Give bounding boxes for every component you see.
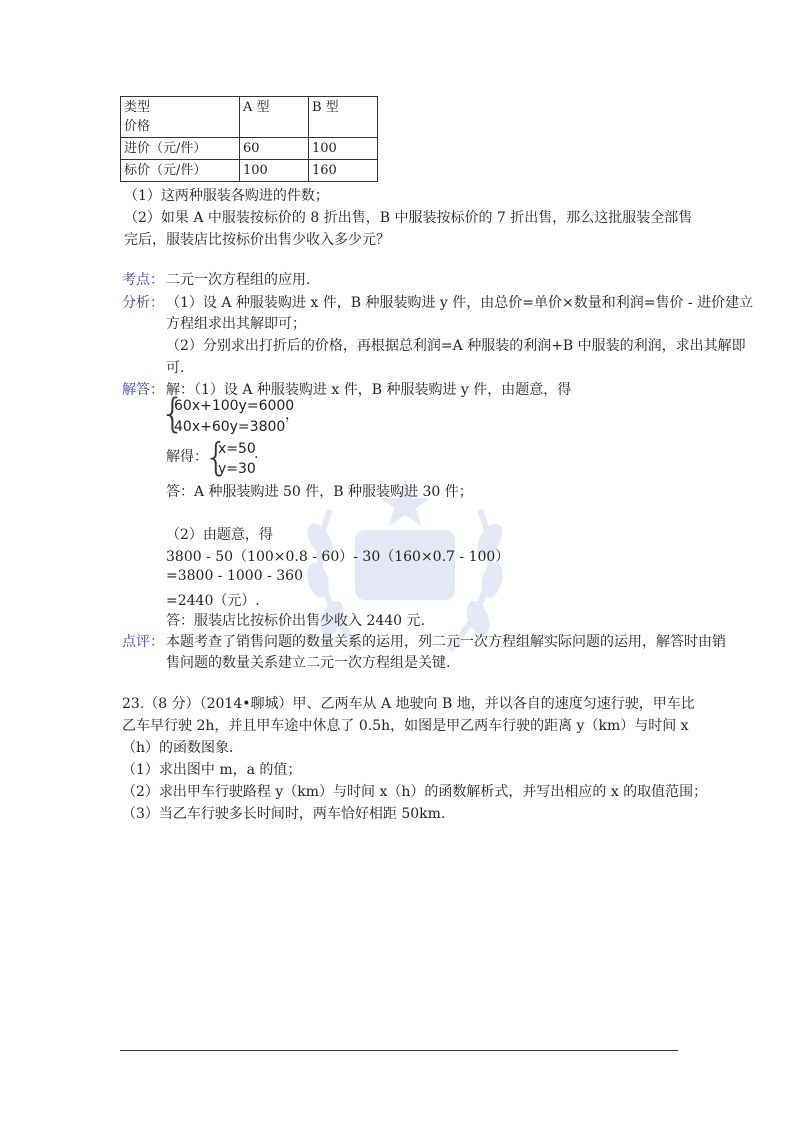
q23-line-1: 23.（8 分）（2014•聊城）甲、乙两车从 A 地驶向 B 地，并以各自的速度匀速行驶，甲车比 [122,696,695,712]
fenxi-label: 分析： [122,295,164,311]
table-row [121,160,378,182]
equation-2: 40x+60y=3800 [174,419,286,435]
q23-part-1: （1）求出图中 m，a 的值； [122,762,302,778]
question-part-2: （2）如果 A 中服装按标价的 8 折出售，B 中服装按标价的 7 折出售，那么这批服装全部售 [124,210,693,226]
question-part-1: （1）这两种服装各购进的件数； [124,188,329,204]
solution-period: . [254,446,259,462]
q23-part-2: （2）求出甲车行驶路程 y（km）与时间 x（h）的函数解析式，并写出相应的 x 的取值范围； [122,784,708,800]
solution-x: x=50 [218,441,256,457]
cell-a: 60 [240,138,309,160]
part-2-intro: （2）由题意，得 [166,527,273,543]
row-label: 标价（元/件） [121,160,240,182]
cell-b: 160 [309,160,378,182]
solution-y: y=30 [218,461,256,477]
cell-b: 100 [309,138,378,160]
dianping-line-1: 本题考查了销售问题的数量关系的运用，列二元一次方程组解实际问题的运用，解答时由销 [166,634,726,650]
question-part-2-cont: 完后，服装店比按标价出售少收入多少元？ [124,232,390,248]
table-row [121,138,378,160]
q23-line-3: （h）的函数图象. [122,740,234,756]
kaodian-text: 二元一次方程组的应用. [166,272,311,288]
fenxi-line-1: （1）设 A 种服装购进 x 件，B 种服装购进 y 件，由总价=单价×数量和利润=售价 - 进价建立 [166,295,754,311]
header-price: 价格 [124,119,151,134]
left-brace-icon: { [160,391,186,437]
calc-line-3: =2440（元）. [166,593,260,609]
jieda-intro: 解：（1）设 A 种服装购进 x 件，B 种服装购进 y 件，由题意，得 [166,382,572,398]
fenxi-line-2: 方程组求出其解即可； [166,316,306,332]
equation-comma: ， [285,407,299,423]
left-brace-icon: { [204,435,229,479]
kaodian-label: 考点： [122,272,164,288]
answer-1: 答：A 种服装购进 50 件，B 种服装购进 30 件； [166,484,473,500]
equation-1: 60x+100y=6000 [174,398,295,414]
footer-divider [120,1050,678,1051]
price-table [120,96,378,182]
dianping-label: 点评： [122,634,164,650]
table-header-row [121,97,378,138]
table-corner-cell [121,97,240,138]
answer-2: 答：服装店比按标价出售少收入 2440 元. [166,613,425,629]
calc-line-1: 3800 - 50（100×0.8 - 60）- 30（160×0.7 - 100） [166,549,510,565]
header-b-type: B 型 [309,97,378,138]
calc-line-2: =3800 - 1000 - 360 [166,568,303,584]
dianping-line-2: 售问题的数量关系建立二元一次方程组是关键. [166,655,451,671]
cell-a: 100 [240,160,309,182]
fenxi-line-3: （2）分别求出打折后的价格，再根据总利润=A 种服装的利润+B 中服装的利润，求出其解即 [166,338,746,354]
row-label: 进价（元/件） [121,138,240,160]
header-a-type: A 型 [240,97,309,138]
q23-part-3: （3）当乙车行驶多长时间时，两车恰好相距 50km. [122,806,446,822]
fenxi-line-4: 可. [166,360,185,376]
q23-line-2: 乙车早行驶 2h，并且甲车途中休息了 0.5h，如图是甲乙两车行驶的距离 y（km）与时间 x [122,718,689,734]
solve-label: 解得： [166,449,208,465]
jieda-label: 解答： [122,382,164,398]
header-type: 类型 [124,100,151,115]
